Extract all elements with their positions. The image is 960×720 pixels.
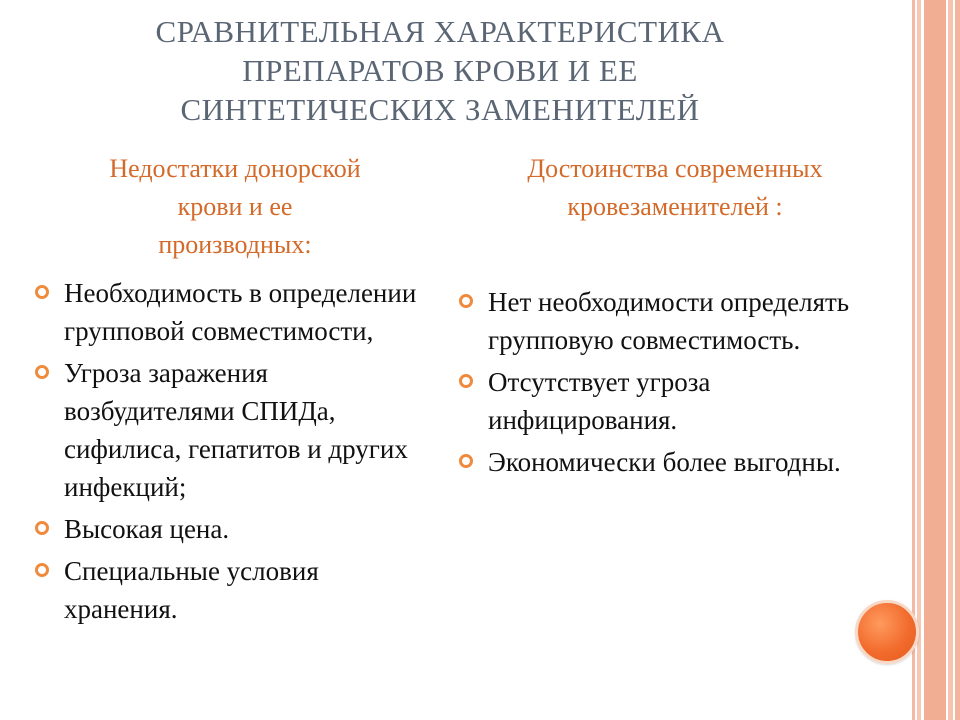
advantages-list: [458, 283, 858, 485]
title-line: ПРЕПАРАТОВ КРОВИ И ЕЕ: [242, 53, 638, 88]
list-item: [34, 552, 434, 628]
heading-line: производных:: [158, 230, 312, 259]
stripe: [917, 0, 921, 720]
list-item-text: Необходимость в определении групповой совместимости,: [64, 278, 417, 346]
right-column-heading: [440, 150, 910, 226]
bullet-ring-icon: [35, 285, 49, 299]
heading-line: Недостатки донорской: [109, 154, 361, 183]
slide-title: [80, 12, 800, 129]
disadvantages-list: [34, 274, 434, 632]
list-item: [458, 443, 858, 481]
stripe: [955, 0, 960, 720]
decorative-stripes: [912, 0, 960, 720]
left-column-heading: [40, 150, 430, 264]
decorative-orb-icon: [855, 600, 919, 664]
bullet-ring-icon: [35, 521, 49, 535]
title-line: СРАВНИТЕЛЬНАЯ ХАРАКТЕРИСТИКА: [155, 14, 725, 49]
list-item-text: Отсутствует угроза инфицирования.: [488, 367, 711, 435]
bullet-ring-icon: [35, 563, 49, 577]
heading-line: крови и ее: [177, 192, 293, 221]
bullet-ring-icon: [35, 365, 49, 379]
list-item: [458, 363, 858, 439]
list-item: [34, 510, 434, 548]
bullet-ring-icon: [459, 454, 473, 468]
list-item: [458, 283, 858, 359]
list-item: [34, 354, 434, 506]
title-line: СИНТЕТИЧЕСКИХ ЗАМЕНИТЕЛЕЙ: [180, 92, 700, 127]
list-item-text: Угроза заражения возбудителями СПИДа, сифилиса, гепатитов и других инфекций;: [64, 358, 408, 502]
list-item: [34, 274, 434, 350]
list-item-text: Специальные условия хранения.: [64, 556, 319, 624]
bullet-ring-icon: [459, 374, 473, 388]
list-item-text: Высокая цена.: [64, 514, 230, 544]
list-item-text: Нет необходимости определять групповую совместимость.: [488, 287, 850, 355]
bullet-ring-icon: [459, 294, 473, 308]
stripe: [948, 0, 953, 720]
list-item-text: Экономически более выгодны.: [488, 447, 841, 477]
heading-line: Достоинства современных: [527, 154, 823, 183]
heading-line: кровезаменителей :: [567, 192, 783, 221]
stripe: [924, 0, 946, 720]
